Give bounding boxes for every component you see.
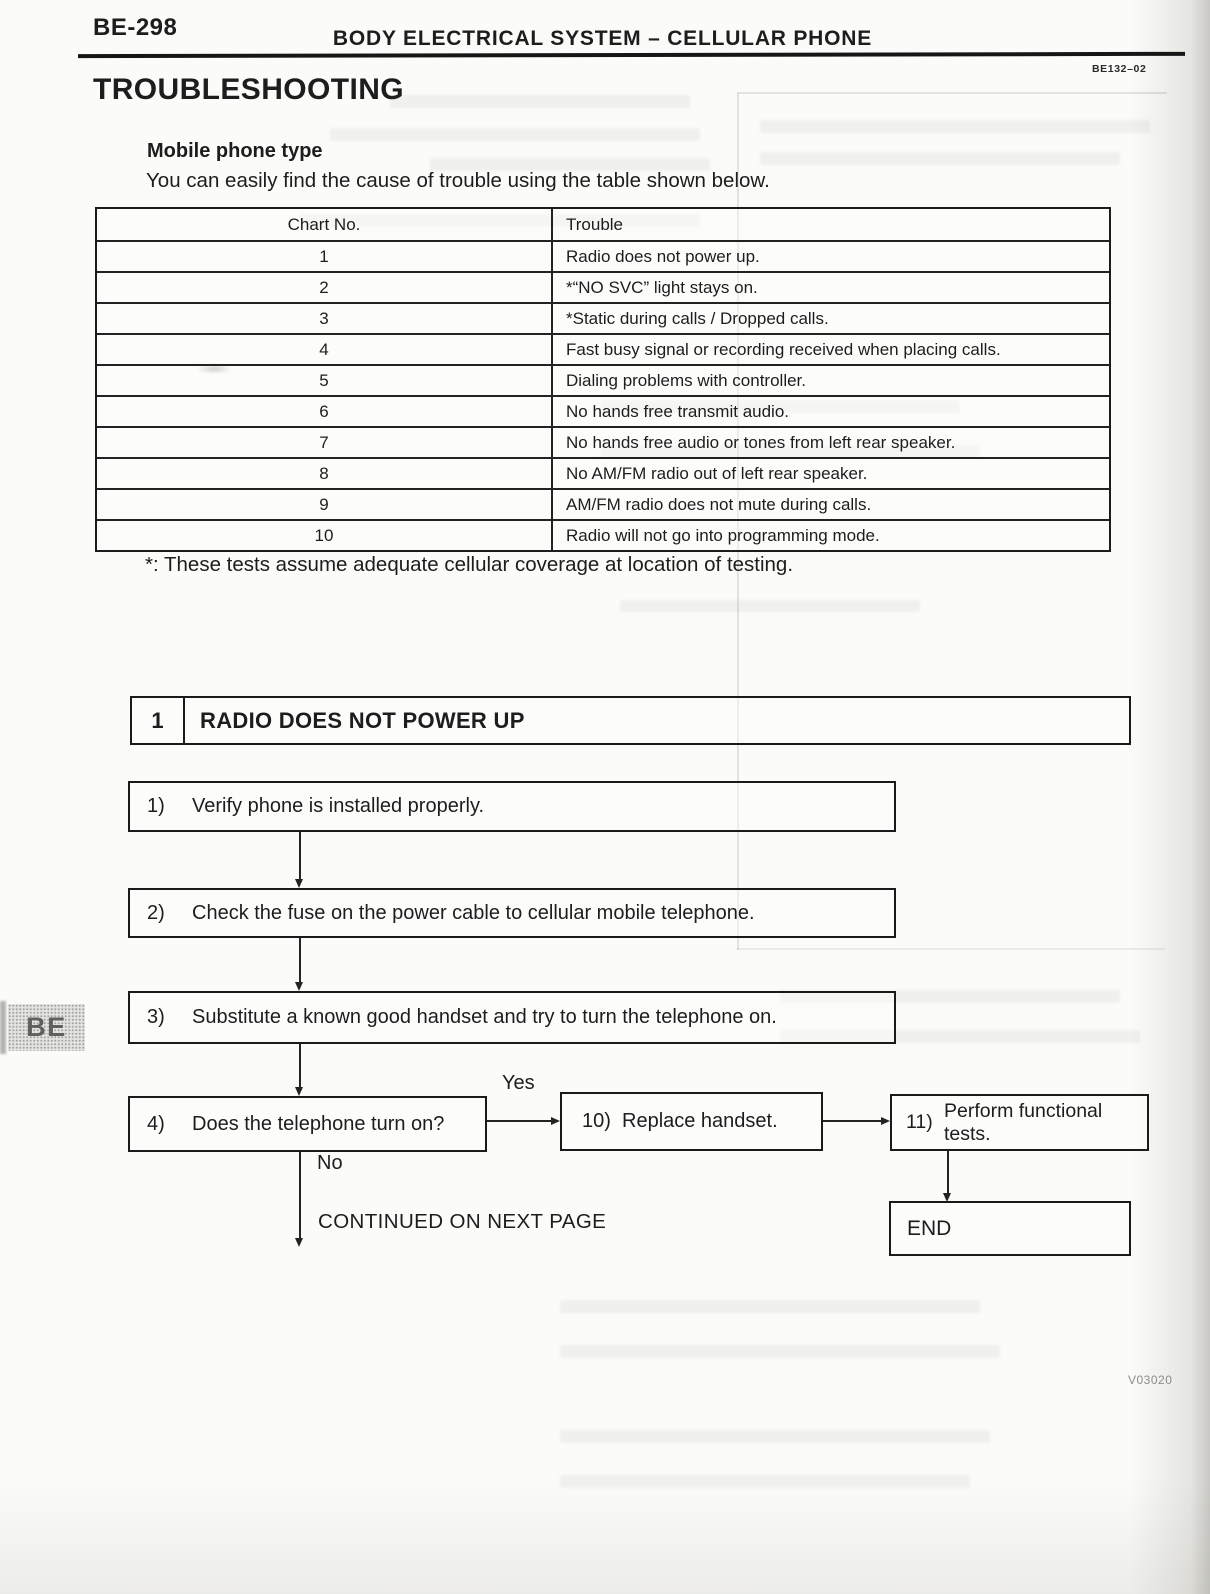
bleed-through-smudge — [760, 152, 1120, 165]
step-text: Verify phone is installed properly. — [192, 795, 485, 817]
table-header-row — [97, 209, 1109, 242]
no-label: No — [317, 1152, 343, 1174]
chart-no-header: Chart No. — [97, 209, 553, 240]
chart-no-cell: 4 — [97, 335, 553, 364]
flow-connector — [823, 1120, 881, 1122]
chart-no-cell: 7 — [97, 428, 553, 457]
trouble-header: Trouble — [566, 215, 624, 234]
bleed-through-smudge — [760, 120, 1150, 133]
bleed-through-smudge — [330, 128, 700, 141]
bleed-through-smudge — [390, 95, 690, 108]
figure-code: V03020 — [1128, 1373, 1173, 1387]
trouble-cell: Radio will not go into programming mode. — [566, 526, 880, 545]
table-row — [97, 459, 1109, 490]
flow-connector — [299, 1044, 301, 1087]
chart-no-cell: 3 — [97, 304, 553, 333]
arrow-down-icon — [295, 879, 303, 888]
trouble-cell: AM/FM radio does not mute during calls. — [566, 495, 872, 514]
flowchart-title: RADIO DOES NOT POWER UP — [200, 707, 525, 733]
step-number: 10) — [582, 1110, 611, 1132]
trouble-cell: Fast busy signal or recording received when placing calls. — [566, 340, 1001, 359]
flow-step-1 — [128, 781, 896, 832]
chart-no-cell: 10 — [97, 521, 553, 550]
flow-step-4 — [128, 1096, 487, 1152]
flowchart-number: 1 — [132, 698, 185, 743]
arrow-down-icon — [295, 1087, 303, 1096]
trouble-cell: *“NO SVC” light stays on. — [566, 278, 758, 297]
bleed-through-smudge — [560, 1345, 1000, 1358]
trouble-cell: Dialing problems with controller. — [566, 371, 806, 390]
footnote: *: These tests assume adequate cellular coverage at location of testing. — [145, 553, 794, 576]
table-row — [97, 521, 1109, 550]
trouble-cell: No hands free transmit audio. — [566, 402, 790, 421]
flow-step-3 — [128, 991, 896, 1044]
flow-connector — [487, 1120, 551, 1122]
step-number: 3) — [147, 1006, 165, 1028]
yes-label: Yes — [502, 1072, 535, 1094]
step-text: Substitute a known good handset and try to turn the telephone on. — [192, 1006, 777, 1028]
bleed-through-smudge — [560, 1475, 970, 1488]
chart-no-cell: 5 — [97, 366, 553, 395]
trouble-cell: No hands free audio or tones from left rear speaker. — [566, 433, 956, 452]
subsection-title: Mobile phone type — [147, 140, 323, 162]
doc-code: BE132–02 — [1092, 63, 1147, 75]
bleed-through-smudge — [560, 1300, 980, 1313]
step-number: 11) — [906, 1111, 933, 1133]
end-label: END — [907, 1216, 952, 1240]
trouble-table — [95, 207, 1111, 552]
bleed-through-smudge — [430, 158, 710, 171]
table-row — [97, 242, 1109, 273]
table-row — [97, 304, 1109, 335]
section-title: TROUBLESHOOTING — [93, 73, 404, 106]
page-number: BE-298 — [93, 14, 178, 41]
page-edge-shadow — [0, 1001, 6, 1054]
chart-no-cell: 1 — [97, 242, 553, 271]
flow-step-10 — [560, 1092, 823, 1151]
chart-no-cell: 9 — [97, 490, 553, 519]
intro-text: You can easily find the cause of trouble using the table shown below. — [146, 169, 770, 192]
chart-no-cell: 6 — [97, 397, 553, 426]
bleed-through-line — [737, 948, 1165, 950]
table-row — [97, 490, 1109, 521]
bleed-through-smudge — [560, 1430, 990, 1443]
step-number: 1) — [147, 795, 165, 817]
flow-connector — [947, 1151, 949, 1193]
table-row — [97, 428, 1109, 459]
section-side-tab — [8, 1004, 85, 1051]
flow-step-11 — [890, 1094, 1149, 1151]
step-text: Replace handset. — [622, 1110, 778, 1132]
table-row — [97, 397, 1109, 428]
trouble-cell: No AM/FM radio out of left rear speaker. — [566, 464, 868, 483]
arrow-down-icon — [295, 982, 303, 991]
arrow-down-icon — [295, 1238, 303, 1247]
header-rule — [78, 52, 1185, 58]
step-number: 2) — [147, 901, 165, 924]
arrow-right-icon — [551, 1117, 560, 1125]
table-row — [97, 273, 1109, 304]
flow-end-box — [889, 1201, 1131, 1256]
flow-step-2 — [128, 888, 896, 938]
step-number: 4) — [147, 1112, 165, 1135]
flow-connector — [299, 832, 301, 879]
chart-no-cell: 8 — [97, 459, 553, 488]
flow-connector — [299, 938, 301, 982]
flow-connector — [299, 1152, 301, 1238]
bleed-through-smudge — [620, 600, 920, 612]
step-text: Does the telephone turn on? — [192, 1112, 445, 1135]
side-tab-label: BE — [26, 1012, 67, 1042]
header-title: BODY ELECTRICAL SYSTEM – CELLULAR PHONE — [332, 27, 873, 50]
trouble-cell: Radio does not power up. — [566, 247, 760, 266]
trouble-cell: *Static during calls / Dropped calls. — [566, 309, 829, 328]
flowchart-title-box — [130, 696, 1131, 745]
table-row — [97, 366, 1109, 397]
arrow-down-icon — [943, 1193, 951, 1202]
step-text: Check the fuse on the power cable to cellular mobile telephone. — [192, 901, 755, 924]
bleed-through-line — [737, 92, 1167, 94]
continued-label: CONTINUED ON NEXT PAGE — [318, 1210, 607, 1233]
step-text: Perform functional tests. — [944, 1099, 1103, 1145]
arrow-right-icon — [881, 1117, 890, 1125]
chart-no-cell: 2 — [97, 273, 553, 302]
table-row — [97, 335, 1109, 366]
